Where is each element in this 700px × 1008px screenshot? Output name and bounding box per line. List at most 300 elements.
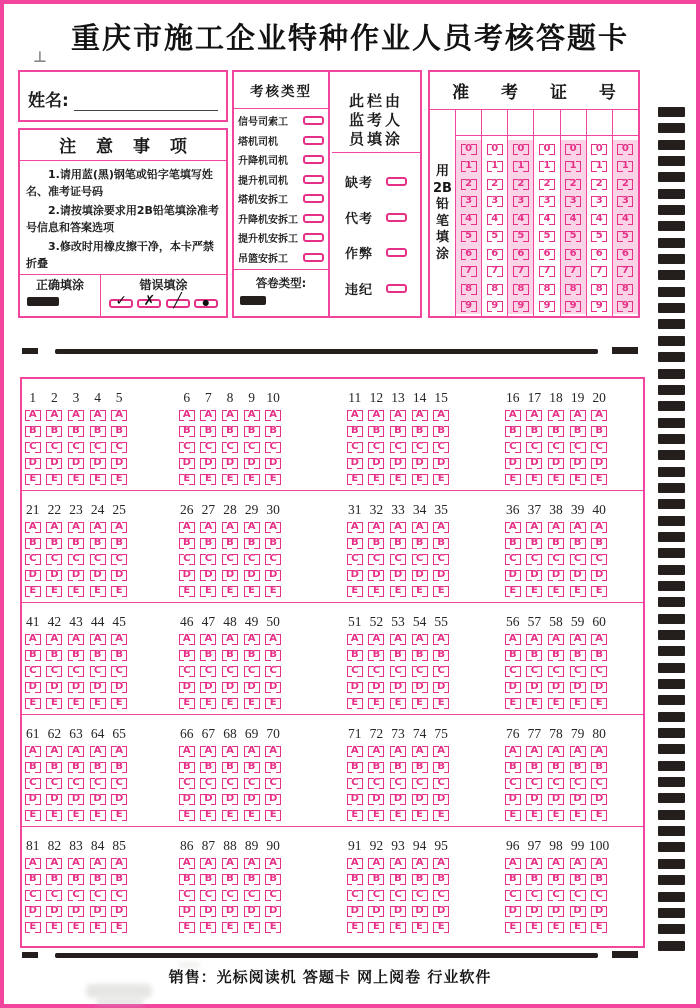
digit-bubble[interactable]: 4 bbox=[617, 213, 633, 224]
digit-bubble[interactable]: 6 bbox=[539, 248, 555, 259]
answer-bubble[interactable]: B bbox=[68, 873, 84, 884]
answer-bubble[interactable]: B bbox=[90, 425, 106, 436]
answer-bubble[interactable]: D bbox=[46, 793, 62, 804]
answer-bubble[interactable]: C bbox=[265, 441, 281, 452]
answer-bubble[interactable]: D bbox=[368, 681, 384, 692]
digit-bubble[interactable]: 2 bbox=[591, 178, 607, 189]
digit-bubble[interactable]: 7 bbox=[461, 265, 477, 276]
answer-bubble[interactable]: A bbox=[111, 745, 127, 756]
digit-bubble[interactable]: 9 bbox=[591, 300, 607, 311]
answer-bubble[interactable]: E bbox=[179, 809, 195, 820]
answer-bubble[interactable]: C bbox=[505, 889, 521, 900]
answer-bubble[interactable]: B bbox=[111, 425, 127, 436]
answer-bubble[interactable]: C bbox=[200, 665, 216, 676]
answer-bubble[interactable]: D bbox=[570, 457, 586, 468]
exam-type-bubble[interactable] bbox=[303, 116, 324, 125]
answer-bubble[interactable]: D bbox=[200, 457, 216, 468]
answer-bubble[interactable]: B bbox=[526, 761, 542, 772]
answer-bubble[interactable]: C bbox=[244, 553, 260, 564]
answer-bubble[interactable]: A bbox=[591, 745, 607, 756]
answer-bubble[interactable]: A bbox=[591, 409, 607, 420]
answer-bubble[interactable]: D bbox=[179, 457, 195, 468]
answer-bubble[interactable]: C bbox=[368, 553, 384, 564]
digit-bubble[interactable]: 3 bbox=[591, 195, 607, 206]
answer-bubble[interactable]: B bbox=[368, 649, 384, 660]
answer-bubble[interactable]: C bbox=[111, 889, 127, 900]
answer-bubble[interactable]: A bbox=[570, 633, 586, 644]
answer-bubble[interactable]: D bbox=[46, 681, 62, 692]
answer-bubble[interactable]: C bbox=[68, 441, 84, 452]
digit-bubble[interactable]: 5 bbox=[539, 230, 555, 241]
digit-bubble[interactable]: 6 bbox=[513, 248, 529, 259]
answer-bubble[interactable]: D bbox=[265, 793, 281, 804]
digit-bubble[interactable]: 1 bbox=[539, 160, 555, 171]
answer-bubble[interactable]: C bbox=[46, 441, 62, 452]
answer-bubble[interactable]: B bbox=[222, 649, 238, 660]
answer-bubble[interactable]: B bbox=[222, 425, 238, 436]
answer-bubble[interactable]: B bbox=[179, 873, 195, 884]
answer-bubble[interactable]: D bbox=[244, 681, 260, 692]
answer-bubble[interactable]: B bbox=[347, 537, 363, 548]
answer-bubble[interactable]: D bbox=[90, 905, 106, 916]
answer-bubble[interactable]: D bbox=[526, 681, 542, 692]
answer-bubble[interactable]: E bbox=[570, 697, 586, 708]
answer-bubble[interactable]: C bbox=[222, 441, 238, 452]
answer-bubble[interactable]: D bbox=[46, 905, 62, 916]
answer-bubble[interactable]: C bbox=[505, 441, 521, 452]
answer-bubble[interactable]: A bbox=[526, 745, 542, 756]
answer-bubble[interactable]: B bbox=[570, 873, 586, 884]
digit-bubble[interactable]: 5 bbox=[617, 230, 633, 241]
answer-bubble[interactable]: A bbox=[179, 633, 195, 644]
admission-digit-write-cell[interactable] bbox=[613, 110, 638, 136]
answer-bubble[interactable]: D bbox=[591, 681, 607, 692]
answer-bubble[interactable]: A bbox=[347, 633, 363, 644]
answer-bubble[interactable]: C bbox=[111, 777, 127, 788]
answer-bubble[interactable]: D bbox=[368, 569, 384, 580]
answer-bubble[interactable]: E bbox=[265, 697, 281, 708]
digit-bubble[interactable]: 2 bbox=[617, 178, 633, 189]
exam-type-bubble[interactable] bbox=[303, 136, 324, 145]
digit-bubble[interactable]: 2 bbox=[565, 178, 581, 189]
exam-type-bubble[interactable] bbox=[303, 253, 324, 262]
answer-bubble[interactable]: C bbox=[347, 777, 363, 788]
answer-bubble[interactable]: D bbox=[390, 793, 406, 804]
answer-bubble[interactable]: C bbox=[433, 777, 449, 788]
answer-bubble[interactable]: B bbox=[570, 537, 586, 548]
answer-bubble[interactable]: D bbox=[390, 569, 406, 580]
answer-bubble[interactable]: C bbox=[526, 553, 542, 564]
answer-bubble[interactable]: B bbox=[200, 425, 216, 436]
answer-bubble[interactable]: A bbox=[368, 633, 384, 644]
answer-bubble[interactable]: C bbox=[179, 553, 195, 564]
answer-bubble[interactable]: C bbox=[244, 777, 260, 788]
answer-bubble[interactable]: D bbox=[390, 905, 406, 916]
answer-bubble[interactable]: E bbox=[265, 473, 281, 484]
digit-bubble[interactable]: 5 bbox=[461, 230, 477, 241]
answer-bubble[interactable]: D bbox=[265, 457, 281, 468]
answer-bubble[interactable]: E bbox=[265, 809, 281, 820]
answer-bubble[interactable]: A bbox=[526, 409, 542, 420]
answer-bubble[interactable]: C bbox=[412, 777, 428, 788]
answer-bubble[interactable]: C bbox=[265, 665, 281, 676]
digit-bubble[interactable]: 7 bbox=[513, 265, 529, 276]
answer-bubble[interactable]: E bbox=[412, 921, 428, 932]
answer-bubble[interactable]: E bbox=[570, 809, 586, 820]
answer-bubble[interactable]: E bbox=[68, 921, 84, 932]
answer-bubble[interactable]: B bbox=[390, 425, 406, 436]
answer-bubble[interactable]: B bbox=[433, 873, 449, 884]
answer-bubble[interactable]: B bbox=[505, 649, 521, 660]
answer-bubble[interactable]: C bbox=[200, 889, 216, 900]
answer-bubble[interactable]: E bbox=[179, 585, 195, 596]
answer-bubble[interactable]: A bbox=[244, 857, 260, 868]
answer-bubble[interactable]: B bbox=[347, 761, 363, 772]
answer-bubble[interactable]: D bbox=[505, 681, 521, 692]
answer-bubble[interactable]: C bbox=[433, 441, 449, 452]
answer-bubble[interactable]: A bbox=[390, 633, 406, 644]
answer-bubble[interactable]: C bbox=[433, 553, 449, 564]
digit-bubble[interactable]: 4 bbox=[487, 213, 503, 224]
answer-bubble[interactable]: A bbox=[25, 745, 41, 756]
answer-bubble[interactable]: C bbox=[347, 889, 363, 900]
answer-bubble[interactable]: A bbox=[179, 521, 195, 532]
answer-bubble[interactable]: A bbox=[111, 857, 127, 868]
answer-bubble[interactable]: A bbox=[90, 857, 106, 868]
digit-bubble[interactable]: 9 bbox=[539, 300, 555, 311]
answer-bubble[interactable]: A bbox=[433, 745, 449, 756]
answer-bubble[interactable]: A bbox=[179, 857, 195, 868]
answer-bubble[interactable]: D bbox=[433, 457, 449, 468]
answer-bubble[interactable]: A bbox=[548, 745, 564, 756]
answer-bubble[interactable]: C bbox=[244, 665, 260, 676]
answer-bubble[interactable]: C bbox=[526, 441, 542, 452]
answer-bubble[interactable]: E bbox=[368, 585, 384, 596]
answer-bubble[interactable]: C bbox=[368, 665, 384, 676]
answer-bubble[interactable]: D bbox=[111, 681, 127, 692]
digit-bubble[interactable]: 9 bbox=[487, 300, 503, 311]
answer-bubble[interactable]: E bbox=[46, 809, 62, 820]
answer-bubble[interactable]: B bbox=[25, 537, 41, 548]
digit-bubble[interactable]: 8 bbox=[461, 283, 477, 294]
answer-bubble[interactable]: A bbox=[347, 857, 363, 868]
answer-bubble[interactable]: D bbox=[591, 457, 607, 468]
answer-bubble[interactable]: A bbox=[46, 409, 62, 420]
answer-bubble[interactable]: B bbox=[368, 425, 384, 436]
answer-bubble[interactable]: A bbox=[179, 745, 195, 756]
answer-bubble[interactable]: C bbox=[570, 553, 586, 564]
answer-bubble[interactable]: D bbox=[591, 793, 607, 804]
digit-bubble[interactable]: 0 bbox=[513, 143, 529, 154]
digit-bubble[interactable]: 7 bbox=[539, 265, 555, 276]
digit-bubble[interactable]: 9 bbox=[617, 300, 633, 311]
answer-bubble[interactable]: C bbox=[433, 889, 449, 900]
answer-bubble[interactable]: E bbox=[548, 697, 564, 708]
answer-bubble[interactable]: C bbox=[179, 777, 195, 788]
answer-bubble[interactable]: A bbox=[390, 857, 406, 868]
answer-bubble[interactable]: C bbox=[46, 889, 62, 900]
answer-bubble[interactable]: B bbox=[25, 873, 41, 884]
answer-bubble[interactable]: A bbox=[179, 409, 195, 420]
answer-bubble[interactable]: D bbox=[265, 681, 281, 692]
answer-bubble[interactable]: E bbox=[90, 809, 106, 820]
answer-bubble[interactable]: D bbox=[68, 681, 84, 692]
answer-bubble[interactable]: D bbox=[412, 457, 428, 468]
answer-bubble[interactable]: C bbox=[90, 889, 106, 900]
answer-bubble[interactable]: D bbox=[111, 905, 127, 916]
answer-bubble[interactable]: C bbox=[570, 777, 586, 788]
answer-bubble[interactable]: E bbox=[570, 473, 586, 484]
answer-bubble[interactable]: E bbox=[526, 697, 542, 708]
answer-bubble[interactable]: D bbox=[548, 793, 564, 804]
answer-bubble[interactable]: E bbox=[368, 809, 384, 820]
answer-bubble[interactable]: A bbox=[200, 633, 216, 644]
answer-bubble[interactable]: B bbox=[222, 873, 238, 884]
answer-bubble[interactable]: D bbox=[244, 457, 260, 468]
answer-bubble[interactable]: E bbox=[25, 697, 41, 708]
answer-bubble[interactable]: C bbox=[222, 777, 238, 788]
answer-bubble[interactable]: B bbox=[548, 537, 564, 548]
answer-bubble[interactable]: B bbox=[570, 425, 586, 436]
exam-type-bubble[interactable] bbox=[303, 175, 324, 184]
answer-bubble[interactable]: B bbox=[46, 649, 62, 660]
digit-bubble[interactable]: 2 bbox=[513, 178, 529, 189]
answer-bubble[interactable]: D bbox=[25, 569, 41, 580]
answer-bubble[interactable]: D bbox=[111, 457, 127, 468]
answer-bubble[interactable]: E bbox=[433, 809, 449, 820]
answer-bubble[interactable]: B bbox=[347, 649, 363, 660]
digit-bubble[interactable]: 4 bbox=[591, 213, 607, 224]
answer-bubble[interactable]: D bbox=[570, 793, 586, 804]
digit-bubble[interactable]: 4 bbox=[539, 213, 555, 224]
answer-bubble[interactable]: E bbox=[68, 585, 84, 596]
answer-bubble[interactable]: A bbox=[46, 857, 62, 868]
answer-bubble[interactable]: C bbox=[265, 889, 281, 900]
answer-bubble[interactable]: E bbox=[368, 697, 384, 708]
answer-bubble[interactable]: E bbox=[111, 921, 127, 932]
answer-bubble[interactable]: C bbox=[90, 441, 106, 452]
answer-bubble[interactable]: A bbox=[244, 745, 260, 756]
answer-bubble[interactable]: A bbox=[526, 857, 542, 868]
answer-bubble[interactable]: B bbox=[433, 761, 449, 772]
answer-bubble[interactable]: E bbox=[68, 809, 84, 820]
answer-bubble[interactable]: E bbox=[390, 697, 406, 708]
answer-bubble[interactable]: C bbox=[347, 665, 363, 676]
answer-bubble[interactable]: C bbox=[390, 441, 406, 452]
admission-digit-write-cell[interactable] bbox=[561, 110, 586, 136]
answer-bubble[interactable]: E bbox=[570, 921, 586, 932]
answer-bubble[interactable]: D bbox=[25, 457, 41, 468]
answer-bubble[interactable]: B bbox=[90, 761, 106, 772]
answer-bubble[interactable]: E bbox=[25, 585, 41, 596]
digit-bubble[interactable]: 6 bbox=[461, 248, 477, 259]
digit-bubble[interactable]: 6 bbox=[487, 248, 503, 259]
exam-type-bubble[interactable] bbox=[303, 194, 324, 203]
answer-bubble[interactable]: E bbox=[347, 809, 363, 820]
answer-bubble[interactable]: B bbox=[368, 537, 384, 548]
answer-bubble[interactable]: B bbox=[111, 873, 127, 884]
answer-bubble[interactable]: C bbox=[222, 553, 238, 564]
answer-bubble[interactable]: C bbox=[25, 441, 41, 452]
answer-bubble[interactable]: B bbox=[548, 425, 564, 436]
answer-bubble[interactable]: B bbox=[179, 649, 195, 660]
digit-bubble[interactable]: 3 bbox=[461, 195, 477, 206]
answer-bubble[interactable]: A bbox=[390, 521, 406, 532]
answer-bubble[interactable]: A bbox=[505, 409, 521, 420]
digit-bubble[interactable]: 7 bbox=[617, 265, 633, 276]
answer-bubble[interactable]: A bbox=[200, 857, 216, 868]
answer-bubble[interactable]: B bbox=[46, 873, 62, 884]
answer-bubble[interactable]: A bbox=[25, 409, 41, 420]
answer-bubble[interactable]: D bbox=[179, 681, 195, 692]
answer-bubble[interactable]: E bbox=[68, 473, 84, 484]
answer-bubble[interactable]: D bbox=[368, 457, 384, 468]
answer-bubble[interactable]: B bbox=[265, 537, 281, 548]
answer-bubble[interactable]: C bbox=[570, 441, 586, 452]
answer-bubble[interactable]: E bbox=[548, 921, 564, 932]
answer-bubble[interactable]: E bbox=[46, 585, 62, 596]
answer-bubble[interactable]: B bbox=[111, 649, 127, 660]
answer-bubble[interactable]: E bbox=[200, 697, 216, 708]
answer-bubble[interactable]: D bbox=[179, 905, 195, 916]
answer-bubble[interactable]: D bbox=[25, 905, 41, 916]
answer-bubble[interactable]: D bbox=[90, 793, 106, 804]
answer-bubble[interactable]: C bbox=[591, 553, 607, 564]
answer-bubble[interactable]: D bbox=[90, 681, 106, 692]
exam-type-bubble[interactable] bbox=[303, 214, 324, 223]
answer-bubble[interactable]: E bbox=[111, 585, 127, 596]
answer-bubble[interactable]: A bbox=[68, 857, 84, 868]
answer-bubble[interactable]: D bbox=[548, 681, 564, 692]
answer-bubble[interactable]: A bbox=[46, 745, 62, 756]
answer-bubble[interactable]: B bbox=[526, 649, 542, 660]
answer-bubble[interactable]: D bbox=[347, 905, 363, 916]
answer-bubble[interactable]: C bbox=[548, 777, 564, 788]
answer-bubble[interactable]: A bbox=[505, 521, 521, 532]
answer-bubble[interactable]: D bbox=[222, 681, 238, 692]
answer-bubble[interactable]: A bbox=[368, 521, 384, 532]
answer-bubble[interactable]: C bbox=[222, 665, 238, 676]
answer-bubble[interactable]: D bbox=[347, 569, 363, 580]
answer-bubble[interactable]: E bbox=[505, 473, 521, 484]
answer-bubble[interactable]: C bbox=[368, 777, 384, 788]
answer-bubble[interactable]: C bbox=[412, 553, 428, 564]
answer-bubble[interactable]: A bbox=[570, 857, 586, 868]
answer-bubble[interactable]: E bbox=[244, 585, 260, 596]
answer-bubble[interactable]: E bbox=[46, 921, 62, 932]
answer-bubble[interactable]: D bbox=[90, 457, 106, 468]
answer-bubble[interactable]: B bbox=[179, 761, 195, 772]
answer-bubble[interactable]: E bbox=[179, 697, 195, 708]
answer-bubble[interactable]: B bbox=[200, 873, 216, 884]
admission-digit-write-cell[interactable] bbox=[508, 110, 533, 136]
digit-bubble[interactable]: 0 bbox=[461, 143, 477, 154]
answer-bubble[interactable]: A bbox=[433, 633, 449, 644]
answer-bubble[interactable]: E bbox=[200, 473, 216, 484]
answer-bubble[interactable]: C bbox=[90, 777, 106, 788]
digit-bubble[interactable]: 9 bbox=[461, 300, 477, 311]
answer-bubble[interactable]: B bbox=[412, 537, 428, 548]
answer-bubble[interactable]: D bbox=[90, 569, 106, 580]
answer-bubble[interactable]: E bbox=[68, 697, 84, 708]
answer-bubble[interactable]: D bbox=[570, 569, 586, 580]
answer-bubble[interactable]: B bbox=[368, 761, 384, 772]
answer-bubble[interactable]: D bbox=[200, 569, 216, 580]
digit-bubble[interactable]: 7 bbox=[565, 265, 581, 276]
answer-bubble[interactable]: B bbox=[412, 761, 428, 772]
answer-bubble[interactable]: D bbox=[46, 569, 62, 580]
answer-bubble[interactable]: C bbox=[347, 441, 363, 452]
answer-bubble[interactable]: C bbox=[68, 665, 84, 676]
answer-bubble[interactable]: C bbox=[526, 665, 542, 676]
answer-bubble[interactable]: D bbox=[390, 457, 406, 468]
answer-bubble[interactable]: B bbox=[90, 873, 106, 884]
answer-bubble[interactable]: A bbox=[244, 521, 260, 532]
answer-bubble[interactable]: C bbox=[90, 665, 106, 676]
answer-bubble[interactable]: D bbox=[68, 457, 84, 468]
answer-bubble[interactable]: B bbox=[111, 761, 127, 772]
answer-bubble[interactable]: C bbox=[347, 553, 363, 564]
answer-bubble[interactable]: E bbox=[390, 473, 406, 484]
answer-bubble[interactable]: E bbox=[570, 585, 586, 596]
answer-bubble[interactable]: E bbox=[244, 473, 260, 484]
answer-bubble[interactable]: C bbox=[90, 553, 106, 564]
answer-bubble[interactable]: D bbox=[526, 457, 542, 468]
answer-bubble[interactable]: D bbox=[526, 569, 542, 580]
answer-bubble[interactable]: E bbox=[368, 473, 384, 484]
answer-bubble[interactable]: C bbox=[68, 777, 84, 788]
answer-bubble[interactable]: A bbox=[90, 521, 106, 532]
answer-bubble[interactable]: C bbox=[265, 777, 281, 788]
digit-bubble[interactable]: 1 bbox=[565, 160, 581, 171]
answer-bubble[interactable]: B bbox=[200, 761, 216, 772]
answer-bubble[interactable]: E bbox=[222, 473, 238, 484]
answer-bubble[interactable]: A bbox=[222, 521, 238, 532]
answer-bubble[interactable]: B bbox=[25, 761, 41, 772]
answer-bubble[interactable]: E bbox=[265, 921, 281, 932]
answer-bubble[interactable]: E bbox=[368, 921, 384, 932]
answer-bubble[interactable]: E bbox=[90, 921, 106, 932]
digit-bubble[interactable]: 9 bbox=[513, 300, 529, 311]
answer-bubble[interactable]: B bbox=[179, 537, 195, 548]
answer-bubble[interactable]: D bbox=[244, 905, 260, 916]
answer-bubble[interactable]: C bbox=[412, 665, 428, 676]
digit-bubble[interactable]: 8 bbox=[565, 283, 581, 294]
answer-bubble[interactable]: D bbox=[591, 569, 607, 580]
answer-bubble[interactable]: E bbox=[591, 585, 607, 596]
answer-bubble[interactable]: B bbox=[526, 425, 542, 436]
answer-bubble[interactable]: B bbox=[200, 649, 216, 660]
answer-bubble[interactable]: C bbox=[390, 777, 406, 788]
answer-bubble[interactable]: D bbox=[412, 793, 428, 804]
answer-bubble[interactable]: B bbox=[200, 537, 216, 548]
digit-bubble[interactable]: 4 bbox=[461, 213, 477, 224]
answer-bubble[interactable]: E bbox=[412, 809, 428, 820]
digit-bubble[interactable]: 8 bbox=[539, 283, 555, 294]
answer-bubble[interactable]: A bbox=[591, 633, 607, 644]
answer-bubble[interactable]: E bbox=[591, 921, 607, 932]
answer-bubble[interactable]: E bbox=[526, 921, 542, 932]
digit-bubble[interactable]: 4 bbox=[513, 213, 529, 224]
digit-bubble[interactable]: 7 bbox=[591, 265, 607, 276]
answer-bubble[interactable]: E bbox=[390, 585, 406, 596]
answer-bubble[interactable]: C bbox=[244, 441, 260, 452]
answer-bubble[interactable]: C bbox=[111, 665, 127, 676]
answer-bubble[interactable]: B bbox=[265, 425, 281, 436]
answer-bubble[interactable]: A bbox=[591, 521, 607, 532]
answer-bubble[interactable]: D bbox=[433, 569, 449, 580]
answer-bubble[interactable]: C bbox=[368, 441, 384, 452]
